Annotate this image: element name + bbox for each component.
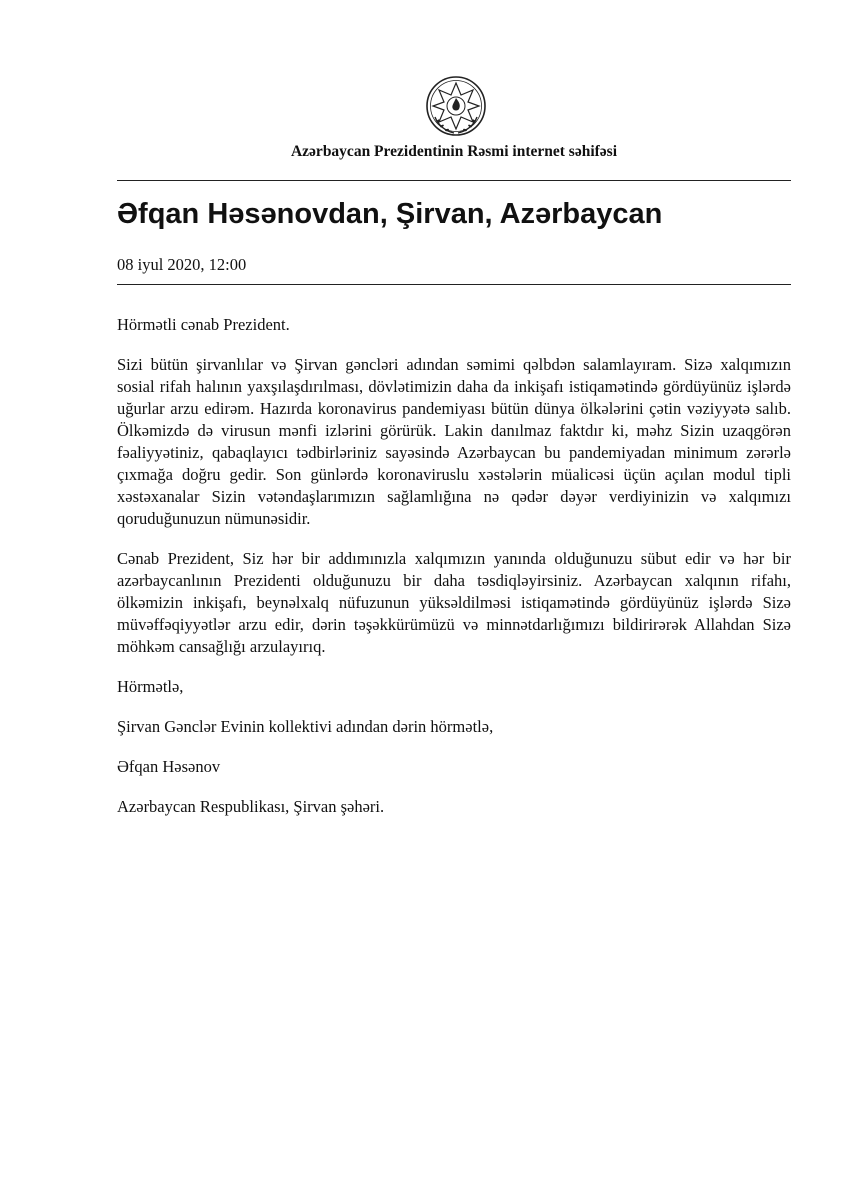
- letter-paragraph-2: Cənab Prezident, Siz hər bir addımınızla xalqımızın yanında olduğunuzu sübut edir və hər bir azərbaycanlının Prezidenti olduğunuzu bir daha təsdiqləyirsiniz. Azərbaycan xalqının rifahı, ölkəmizin inkişafı, beynəlxalq nüfuzunun yüksəldilməsi istiqamətində gördüyünüz işlərdə Sizə müvəffəqiyyətlər arzu edir, dərin təşəkkürümüzü və minnətdarlığımızı bildirirərək Allahdan Sizə möhkəm cansağlığı arzulayırıq.: [117, 549, 791, 656]
- letter-location: Azərbaycan Respublikası, Şirvan şəhəri.: [117, 797, 385, 816]
- azerbaijan-state-emblem-icon: [425, 75, 487, 137]
- letter-paragraph-1: Sizi bütün şirvanlılar və Şirvan gəncləri adından səmimi qəlbdən salamlayıram. Sizə xalqımızın sosial rifah halının yaxşılaşdırılması, dövlətimizin daha da inkişafı istiqamətində gördüyünüz işlərdə uğurlar arzu edirəm. Hazırda koronavirus pandemiyası bütün dünya ölkələrini çətin vəziyyətə salıb. Ölkəmizdə də virusun mənfi izlərini görürük. Lakin danılmaz faktdır ki, məhz Sizin uzaqgörən fəaliyyətiniz, qabaqlayıcı tədbirləriniz sayəsində Azərbaycan bu pandemiyadan minimum zərərlə çıxmağa doğru gedir. Son günlərdə koronaviruslu xəstələrin müalicəsi üçün açılan modul tipli xəstəxanalar Sizin vətəndaşlarımızın sağlamlığına nə qədər dəyər verdiyinizin və xalqımızı qoruduğunuzun nümunəsidir.: [117, 355, 791, 528]
- letter-greeting: Hörmətli cənab Prezident.: [117, 315, 290, 334]
- letter-sign-line: Şirvan Gənclər Evinin kollektivi adından dərin hörmətlə,: [117, 717, 494, 736]
- site-title: Azərbaycan Prezidentinin Rəsmi internet səhifəsi: [290, 143, 618, 160]
- article-date: 08 iyul 2020, 12:00: [117, 255, 247, 274]
- title-divider: [117, 284, 791, 285]
- header-divider: [117, 180, 791, 181]
- letter-closing: Hörmətlə,: [117, 677, 184, 696]
- letter-signer: Əfqan Həsənov: [117, 757, 221, 776]
- article-title: Əfqan Həsənovdan, Şirvan, Azərbaycan: [117, 198, 663, 230]
- letter-body: [117, 314, 791, 836]
